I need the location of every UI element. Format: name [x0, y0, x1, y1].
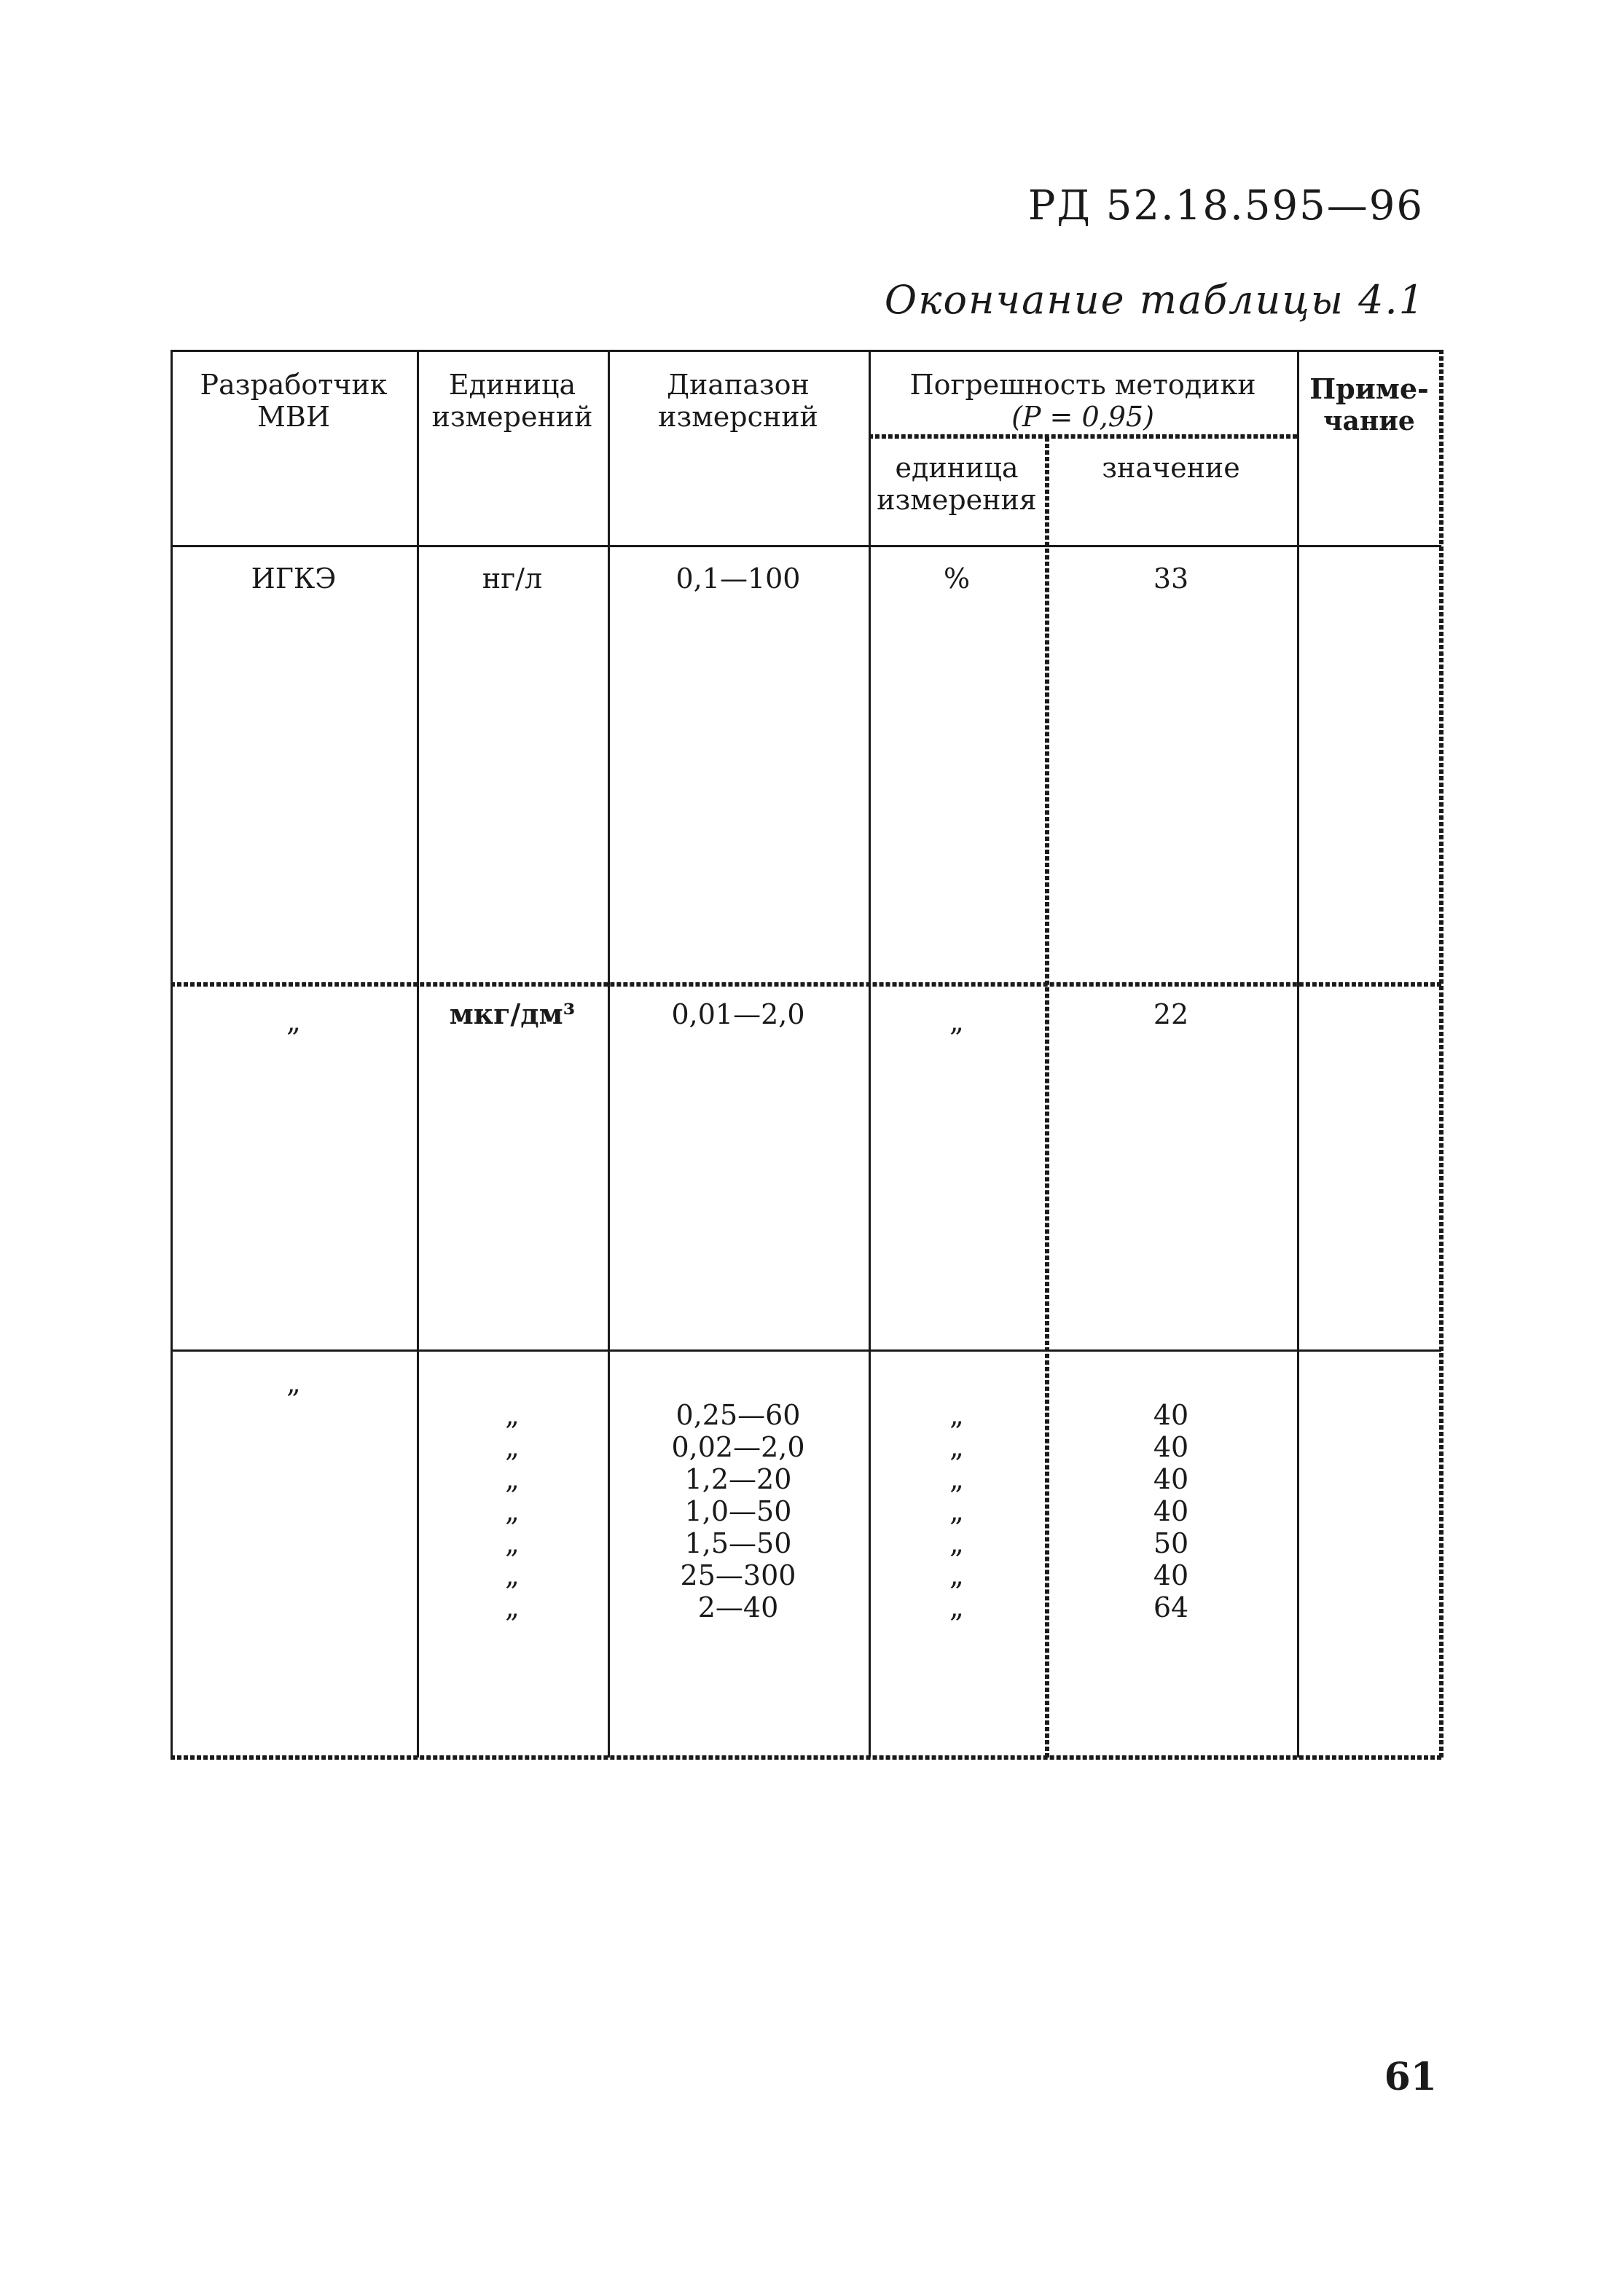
- page-number: 61: [1384, 2055, 1437, 2099]
- row1-error-value: 33: [1153, 563, 1189, 595]
- table-continuation-label: Окончание таблицы 4.1: [884, 277, 1425, 323]
- row3-error-values: 40 40 40 40 50 40 64: [1153, 1399, 1189, 1623]
- header-developer: Разработчик МВИ: [200, 369, 388, 433]
- document-code: РД 52.18.595—96: [1027, 182, 1424, 230]
- row1-range: 0,1—100: [675, 563, 801, 595]
- row3-units: „ „ „ „ „ „ „: [505, 1399, 520, 1623]
- row1-error-unit: %: [943, 563, 971, 595]
- row1-unit: нг/л: [482, 563, 543, 595]
- row3-ranges: 0,25—60 0,02—2,0 1,2—20 1,0—50 1,5—50 25—300 2—40: [671, 1399, 805, 1623]
- row2-error-value: 22: [1153, 998, 1189, 1030]
- header-unit: Единица измерений: [431, 369, 593, 433]
- row2-range: 0,01—2,0: [671, 998, 805, 1030]
- header-error-unit: единица измерения: [877, 452, 1037, 516]
- row2-error-unit: „: [949, 1006, 964, 1038]
- header-error-value: значение: [1102, 452, 1240, 484]
- row2-unit: мкг/дм³: [449, 998, 576, 1030]
- measurement-methods-table: [171, 350, 1441, 1758]
- header-range: Диапазон измерсний: [658, 369, 818, 433]
- header-method-error: Погрешность методики (P = 0,95): [909, 369, 1256, 433]
- row2-developer: „: [286, 1006, 301, 1038]
- row3-error-units: „ „ „ „ „ „ „: [949, 1399, 964, 1623]
- header-note: Приме- чание: [1309, 372, 1429, 436]
- row3-developer: „: [286, 1367, 301, 1399]
- row1-developer: ИГКЭ: [251, 563, 337, 595]
